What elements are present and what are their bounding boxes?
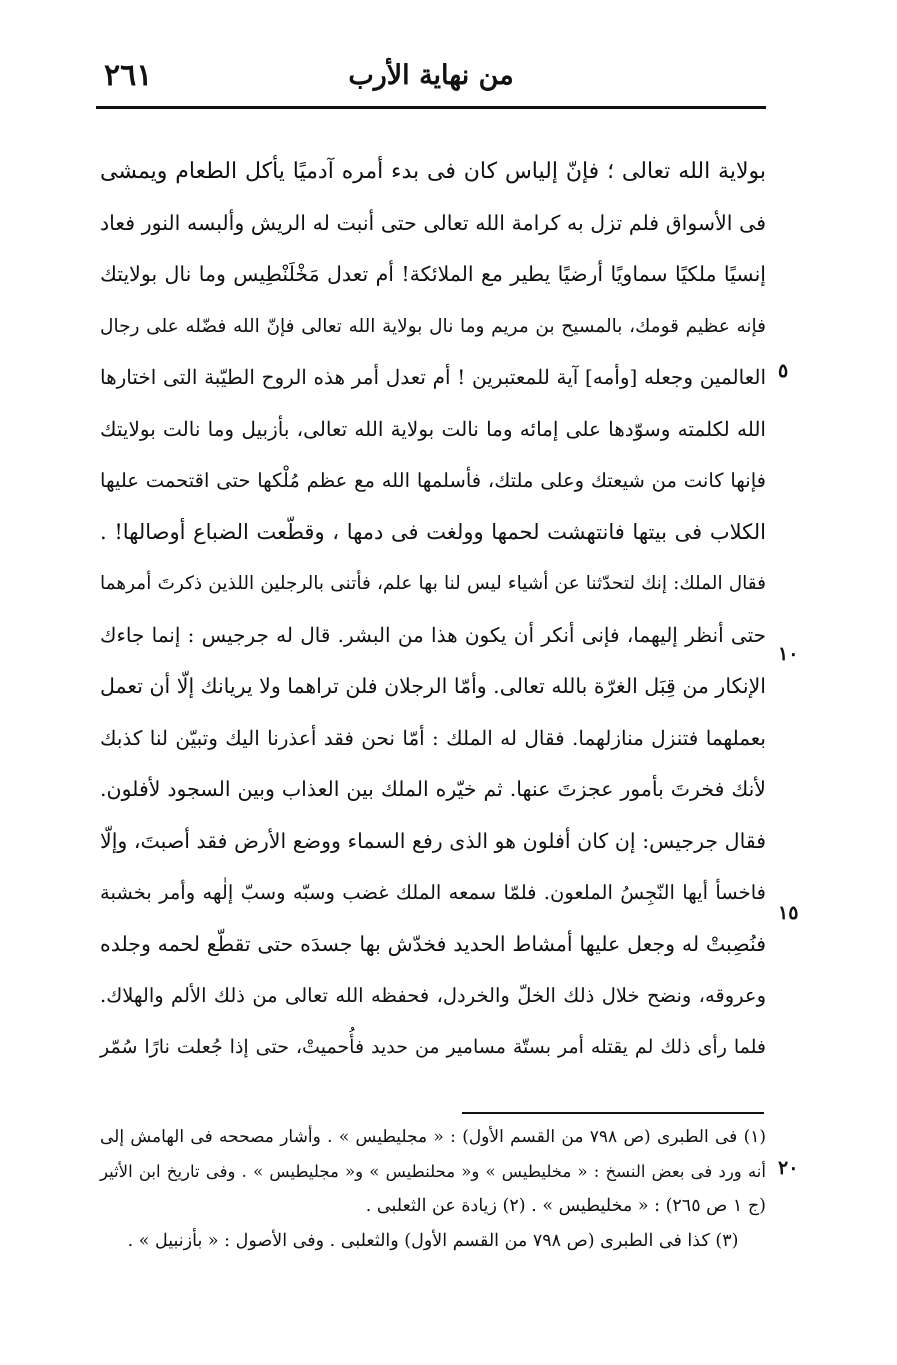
footnote-rule xyxy=(462,1112,764,1114)
footnotes xyxy=(100,1120,766,1258)
footnote-line: أنه ورد فى بعض النسخ : « مخليطيس » و« محلنطيس » و« مجليطيس » . وفى تاريخ ابن الأثير xyxy=(100,1161,766,1181)
text-line: حتى أنظر إليهما، فإنى أنكر أن يكون هذا من البشر. قال له جرجيس : إنما جاءك xyxy=(100,622,766,647)
footnote-line: (٣) كذا فى الطبرى (ص ٧٩٨ من القسم الأول) والثعلبى . وفى الأصول : « بأزنبيل » . xyxy=(127,1230,739,1251)
header-rule xyxy=(96,106,766,109)
text-line: وعروقه، ونضح خلال ذلك الخلّ والخردل، فحفظه الله تعالى من ذلك الألم والهلاك. xyxy=(100,984,766,1007)
running-title: من نهاية الأرب xyxy=(348,60,514,91)
text-line: لأنك فخرتَ بأمور عجزتَ عنها. ثم خيّره الملك بين العذاب وبين السجود لأفلون. xyxy=(100,777,766,801)
text-line: فقال جرجيس: إن كان أفلون هو الذى رفع السماء ووضع الأرض فقد أصبتَ، وإلّا xyxy=(100,828,766,853)
text-line: الإنكار من قِبَل الغرّة بالله تعالى. وأمّا الرجلان فلن تراهما ولا يريانك إلّا أن تعمل xyxy=(100,674,766,698)
text-line: فقال الملك: إنك لتحدّثنا عن أشياء ليس لنا بها علم، فأتنى بالرجلين اللذين ذكرتَ أمرهما xyxy=(100,573,766,594)
text-line: إنسيًا ملكيًا سماويًا أرضيًا يطير مع الملائكة! أم تعدل مَخْلَنْطِيس وما نال بولايتك xyxy=(100,262,766,286)
margin-line-number: ٥ xyxy=(778,360,789,382)
text-line: فاخسأ أيها النّجِسُ الملعون. فلمّا سمعه الملك غضب وسبّه وسبّ إلٰهه وأمر بخشبة xyxy=(100,881,766,904)
page-header xyxy=(96,56,766,106)
margin-line-number: ١٥ xyxy=(778,902,799,924)
footnote-line: (١) فى الطبرى (ص ٧٩٨ من القسم الأول) : « مجليطيس » . وأشار مصححه فى الهامش إلى xyxy=(100,1127,766,1147)
text-line: الله لكلمته وسوّدها على إمائه وما نالت بولاية الله تعالى، بأزبيل وما نالت بولايتك xyxy=(100,416,766,441)
body-text xyxy=(100,146,766,1073)
margin-line-number: ٢٠ xyxy=(778,1157,799,1179)
text-line: بولاية الله تعالى ؛ فإنّ إلياس كان فى بدء أمره آدميًا يأكل الطعام ويمشى xyxy=(100,159,766,184)
footnote-line: (ج ١ ص ٢٦٥) : « مخليطيس » . (٢) زيادة عن الثعلبى . xyxy=(365,1196,766,1216)
margin-line-number: ١٠ xyxy=(778,643,799,665)
text-line: العالمين وجعله [وأمه] آية للمعتبرين ! أم تعدل أمر هذه الروح الطيّبة التى اختارها xyxy=(100,365,766,389)
text-line: فى الأسواق فلم تزل به كرامة الله تعالى حتى أنبت له الريش وألبسه النور فعاد xyxy=(100,210,766,235)
page-number: ٢٦١ xyxy=(104,58,153,93)
text-line: بعملهما فتنزل منازلهما. فقال له الملك : أمّا نحن فقد أعذرنا اليك وتبيّن لنا كذبك xyxy=(100,725,766,750)
text-line: الكلاب فى بيتها فانتهشت لحمها وولغت فى دمها ، وقطّعت الضباع أوصالها! . xyxy=(100,519,766,544)
text-line: فإنها كانت من شيعتك وعلى ملتك، فأسلمها الله مع عظم مُلْكها حتى اقتحمت عليها xyxy=(100,469,766,492)
text-line: فإنه عظيم قومك، بالمسيح بن مريم وما نال بولاية الله تعالى فإنّ الله فضّله على رجال xyxy=(100,315,766,337)
text-line: فنُصِبتْ له وجعل عليها أمشاط الحديد فخدّش بها جسدَه حتى تقطّع لحمه وجلده xyxy=(100,931,766,956)
text-line: فلما رأى ذلك لم يقتله أمر بستّة مسامير من حديد فأُحميتْ، حتى إذا جُعلت نارًا سُمّر xyxy=(100,1035,766,1058)
